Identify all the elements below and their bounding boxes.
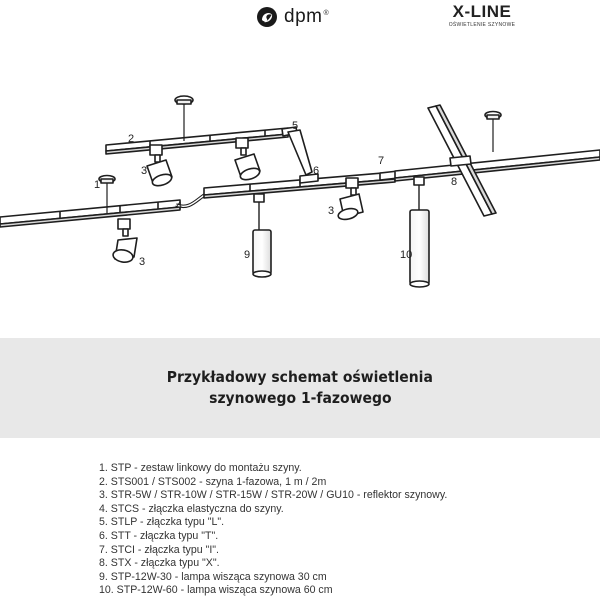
legend-item: 3. STR-5W / STR-10W / STR-15W / STR-20W / GU10 - reflektor szynowy.	[99, 489, 448, 502]
legend-item: 8. STX - złączka typu "X".	[99, 557, 220, 570]
legend-item: 6. STT - złączka typu "T".	[99, 529, 219, 542]
label-6: 6	[313, 165, 320, 177]
spotlight-upper-1	[147, 145, 173, 188]
legend-item: 1. STP - zestaw linkowy do montażu szyny.	[99, 462, 302, 474]
title-line-2: szynowego 1-fazowego	[208, 389, 392, 407]
spotlight-lower-left	[112, 219, 137, 264]
main-track-right	[395, 150, 600, 181]
label-5: 5	[292, 120, 299, 132]
xline-logo	[444, 2, 520, 28]
legend-item: 9. STP-12W-30 - lampa wisząca szynowa 30 cm	[99, 570, 327, 583]
pendant-30	[253, 194, 271, 277]
legend-item: 7. STCI - złączka typu "I".	[99, 543, 219, 556]
legend-item: 2. STS001 / STS002 - szyna 1-fazowa, 1 m / 2m	[99, 475, 327, 488]
title-line-1: Przykładowy schemat oświetlenia	[166, 368, 434, 386]
title-banner	[0, 338, 600, 438]
x-connector	[450, 156, 471, 166]
spotlight-upper-2	[235, 138, 261, 182]
label-1: 1	[94, 179, 101, 191]
main-track-left	[0, 200, 183, 227]
label-7: 7	[378, 155, 385, 167]
dpm-logo	[256, 4, 329, 30]
label-9: 9	[244, 249, 251, 261]
legend-item: 10. STP-12W-60 - lampa wisząca szynowa 60 cm	[99, 584, 333, 597]
dpm-brand-text: dpm®	[284, 6, 330, 27]
header	[0, 0, 600, 40]
legend-item: 4. STCS - złączka elastyczna do szyny.	[99, 502, 284, 515]
xline-subtitle: OŚWIETLENIE SZYNOWE	[448, 22, 516, 28]
pendant-60	[410, 177, 429, 287]
label-3c: 3	[139, 256, 146, 268]
label-3b: 3	[328, 205, 335, 217]
ceiling-mount-right	[485, 112, 501, 153]
label-10: 10	[400, 249, 413, 261]
dpm-swirl-icon	[256, 6, 278, 28]
legend-item: 5. STLP - złączka typu "L".	[99, 516, 225, 529]
label-2: 2	[128, 133, 135, 145]
label-8: 8	[451, 176, 458, 188]
label-4: 4	[176, 200, 183, 212]
l-connector	[282, 127, 312, 175]
xline-brand: X-LINE	[452, 2, 512, 21]
legend-list	[99, 462, 579, 598]
label-3a: 3	[141, 165, 148, 177]
ceiling-mount-upper	[175, 96, 193, 141]
track-lighting-diagram	[0, 40, 600, 340]
